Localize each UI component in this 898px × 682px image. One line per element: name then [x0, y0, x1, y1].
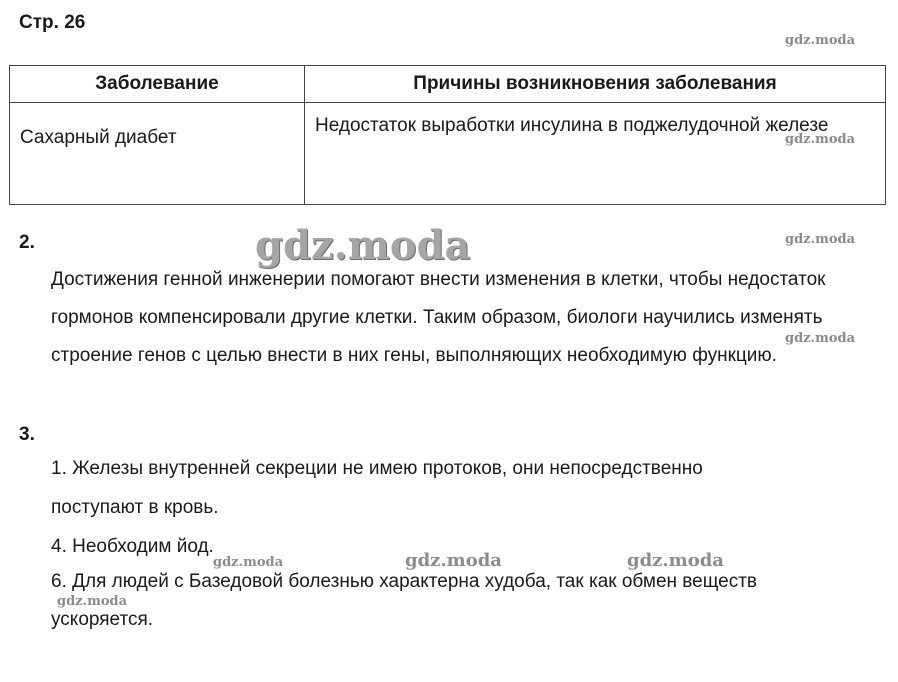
table-header-row: [10, 66, 886, 103]
disease-table: [9, 65, 886, 205]
watermark: gdz.moda: [255, 222, 471, 269]
section-2-text: Достижения генной инженерии помогают внести изменения в клетки, чтобы недостаток гормонов компенсировали другие клетки. Таким образом, биологи научились изменять строение генов с целью внести в них гены, выполняющих необходимую функцию.: [51, 269, 826, 366]
watermark: gdz.moda: [57, 594, 128, 609]
column-header-cause: Причины возникновения заболевания: [305, 66, 886, 103]
section-3-item: ускоряется.: [51, 609, 154, 630]
watermark: gdz.moda: [785, 232, 856, 247]
table-row: [10, 103, 886, 205]
watermark: gdz.moda: [627, 550, 724, 571]
watermark: gdz.moda: [213, 555, 284, 570]
section-3-item: 4. Необходим йод.: [51, 536, 214, 557]
cell-disease: Сахарный диабет: [10, 103, 305, 205]
section-3-item: поступают в кровь.: [51, 497, 219, 518]
section-2-number: 2.: [19, 232, 35, 253]
cell-cause: Недостаток выработки инсулина в поджелудочной железе: [305, 103, 886, 205]
page-title: Стр. 26: [19, 12, 86, 33]
watermark: gdz.moda: [785, 33, 856, 48]
column-header-disease: Заболевание: [10, 66, 305, 103]
section-3-number: 3.: [19, 424, 35, 445]
watermark: gdz.moda: [785, 331, 856, 346]
watermark: gdz.moda: [785, 132, 856, 147]
section-3-item: 1. Железы внутренней секреции не имею протоков, они непосредственно: [51, 458, 703, 479]
watermark: gdz.moda: [405, 550, 502, 571]
section-3-item: 6. Для людей с Базедовой болезнью характерна худоба, так как обмен веществ: [51, 571, 758, 592]
